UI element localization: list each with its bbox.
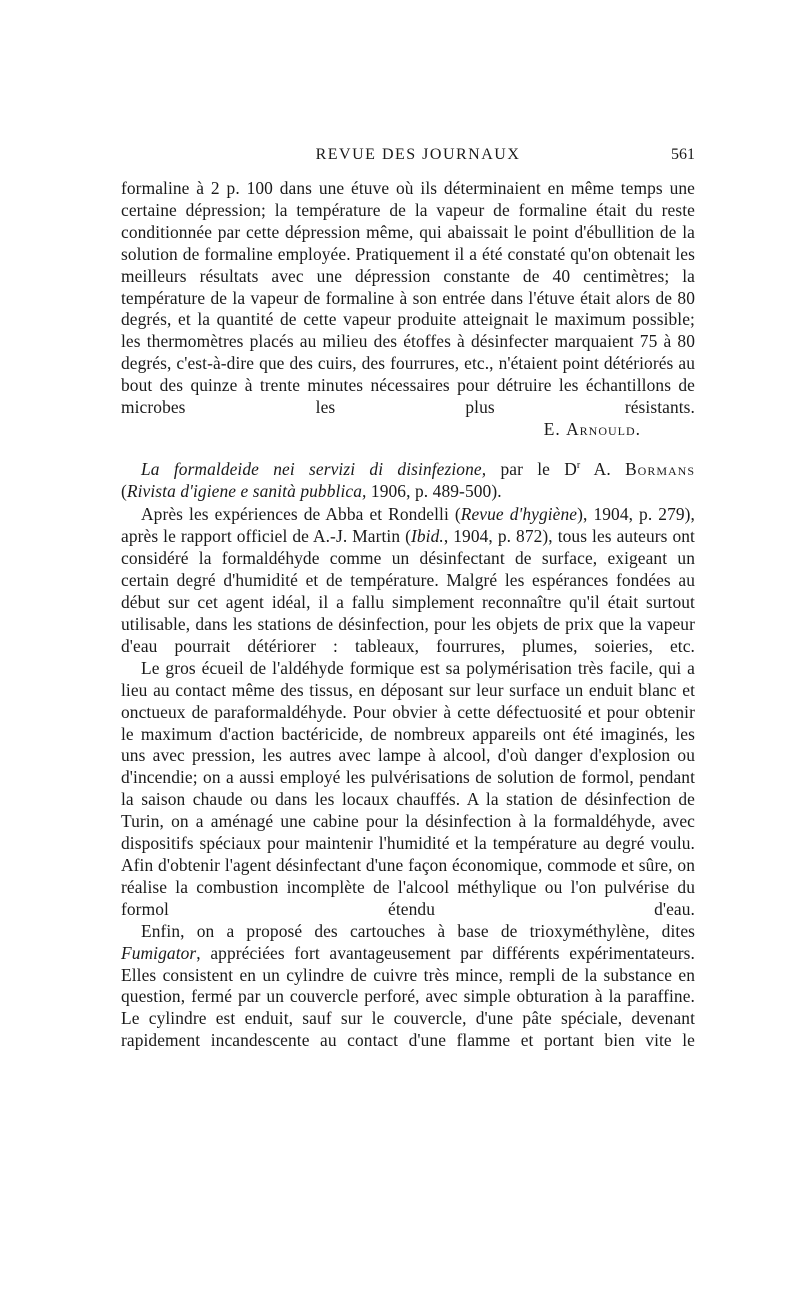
article-title: La formaldeide nei servizi di disinfezione, bbox=[141, 458, 487, 479]
p4-fumigator: Fumigator bbox=[121, 942, 197, 963]
page-header bbox=[121, 146, 695, 170]
author-name: Bormans bbox=[625, 458, 696, 479]
signature bbox=[121, 419, 695, 441]
article-citation-line bbox=[121, 481, 695, 503]
paragraph-experiences bbox=[121, 504, 695, 657]
p4-part2: , appréciées fort avantageusement par différents expérimentateurs. Elles consistent en un cylindre de cuivre très mince, rempli de la substance en question, fermé par un couvercle perforé, avec simple obturation à la paraffine. Le cylindre est enduit, sauf sur le couvercle, d'une pâte spéciale, devenant rapidement incandescente au contact d'une flamme et portant bien vite le bbox=[121, 942, 695, 1051]
paragraph-formaline-text: formaline à 2 p. 100 dans une étuve où ils déterminaient en même temps une certaine dépression; la température de la vapeur de formaline était du reste conditionnée par cette dépression même, qui abaissait le point d'ébullition de la solution de formaline employée. Pratiquement il a été constaté qu'on obtenait les meilleurs résultats avec une dépression constante de 40 centimètres; la température de la vapeur de formaline à son entrée dans l'étuve était alors de 80 degrés, et la quantité de cette vapeur produite atteignait le maximum possible; les thermomètres placés au milieu des étoffes à désinfecter marquaient 75 à 80 degrés, c'est-à-dire que des cuirs, des fourrures, etc., n'étaient point détériorés au bout des quinze à trente minutes nécessaires pour détruire les échantillons de microbes les plus résistants. bbox=[121, 178, 695, 418]
citation-details: 1906, p. 489-500). bbox=[370, 480, 502, 501]
signature-initial: E. bbox=[543, 418, 561, 439]
article-by: par le D bbox=[500, 458, 577, 479]
paragraph-ecueil bbox=[121, 658, 695, 921]
p2-ref2: Ibid. bbox=[410, 526, 444, 547]
journal-title: Rivista d'igiene e sanità pubblica, bbox=[126, 480, 367, 501]
page-body bbox=[121, 178, 695, 1052]
article-heading bbox=[121, 455, 695, 481]
citation-open-paren: ( bbox=[121, 480, 127, 501]
section-gap bbox=[121, 441, 695, 455]
p2-part2: ), 1904, p. 279), après le rapport officiel de A.-J. Martin ( bbox=[121, 504, 696, 547]
p4-part1: Enfin, on a proposé des cartouches à base de trioxyméthylène, dites bbox=[141, 920, 695, 941]
page-number: 561 bbox=[671, 146, 695, 163]
running-title: REVUE DES JOURNAUX bbox=[315, 146, 521, 163]
p2-part3: , 1904, p. 872), tous les auteurs ont considéré la formaldéhyde comme un désinfectant de surface, exigeant un certain degré d'humidité et de température. Malgré les espérances fondées au début sur cet agent idéal, il a fallu simplement reconnaître qu'il était surtout utilisable, dans les stations de désinfection, pour les objets de prix que la vapeur d'eau pourrait détériorer : tableaux, fourrures, plumes, soieries, etc. bbox=[121, 526, 695, 656]
p2-part1: Après les expériences de Abba et Rondelli ( bbox=[141, 504, 461, 525]
p2-ref1: Revue d'hygiène bbox=[460, 504, 578, 525]
article-by-sup: r bbox=[576, 459, 581, 471]
paragraph-cartouches bbox=[121, 921, 695, 1052]
paragraph-ecueil-text: Le gros écueil de l'aldéhyde formique est sa polymérisation très facile, qui a lieu au contact même des tissus, en déposant sur leur surface un enduit blanc et onctueux de paraformaldéhyde. Pour obvier à cette défectuosité et pour obtenir le maximum d'action bactéricide, de nombreux appareils ont été imaginés, les uns avec pression, les autres avec lampe à alcool, d'où danger d'explosion ou d'incendie; on a aussi employé les pulvérisations de solution de formol, pendant la saison chaude ou dans les locaux chauffés. A la station de désinfection de Turin, on a aménagé une cabine pour la désinfection à la formaldéhyde, avec dispositifs spéciaux pour maintenir l'humidité et la température au degré voulu. Afin d'obtenir l'agent désinfectant d'une façon économique, commode et sûre, on réalise la combustion incomplète de l'alcool méthylique ou l'on pulvérise du formol étendu d'eau. bbox=[121, 657, 695, 919]
signature-name: Arnould. bbox=[566, 418, 641, 439]
paragraph-formaline bbox=[121, 178, 695, 419]
author-initial: A. bbox=[593, 458, 611, 479]
